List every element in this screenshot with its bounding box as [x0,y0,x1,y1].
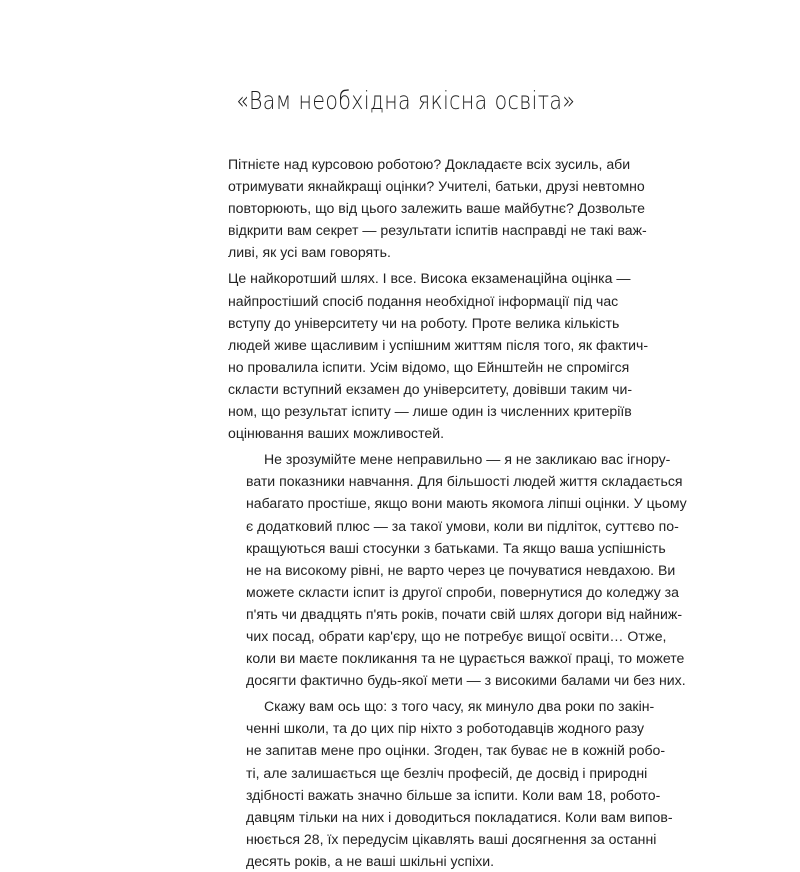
text-line: п'ять чи двадцять п'ять років, почати свій шлях догори від найниж- [246,605,683,622]
text-line: ті, але залишається ще безліч професій, де досвід і природні [246,764,648,781]
text-line: Це найкоротший шлях. І все. Висока екзаменаційна оцінка — [228,270,631,287]
text-line: нюється 28, їх передусім цікавлять ваші досягнення за останні [246,830,657,847]
text-line: не на високому рівні, не варто через це почуватися невдахою. Ви [246,561,676,578]
text-line: давцям тільки на них і доводиться покладатися. Коли вам випов- [246,808,673,825]
text-line: скласти вступний екзамен до університету, довівши таким чи- [228,380,633,397]
paragraph [228,448,687,691]
text-line: но провалила іспити. Усім відомо, що Ейнштейн не спромігся [228,358,630,375]
text-line: десять років, а не ваші шкільні успіхи. [246,852,495,869]
text-line: кращуються ваші стосунки з батьками. Та якщо ваша успішність [246,539,666,556]
text-line: досягти фактично будь-якої мети — з високими балами чи без них. [246,672,686,689]
paragraph [228,153,647,263]
text-line: оцінювання ваших можливостей. [228,425,445,442]
text-line: чих посад, обрати кар'єру, що не потребує вищої освіти… Отже, [246,627,667,644]
text-line: найпростіший спосіб подання необхідної інформації під час [228,292,619,309]
text-line: ном, що результат іспиту — лише один із численних критеріїв [228,403,632,420]
text-line: Пітнієте над курсовою роботою? Докладаєте всіх зусиль, аби [228,156,631,172]
text-line: здібності важать значно більше за іспити. Коли вам 18, робото- [246,786,661,803]
text-line: вати показники навчання. Для більшості людей життя складається [246,473,683,490]
text-line: набагато простіше, якщо вони мають якомога ліпші оцінки. У цьому [246,495,687,512]
text-line: ченні школи, та до цих пір ніхто з роботодавців жодного разу [246,720,645,737]
text-line: вступу до університету чи на роботу. Проте велика кількість [228,314,620,331]
text-line: коли ви маєте покликання та не цурається важкої праці, то можете [246,650,685,667]
text-line: відкрити вам секрет — результати іспитів насправді не такі важ- [228,222,647,239]
text-line: ливі, як усі вам говорять. [228,244,391,261]
text-line: людей живе щасливим і успішним життям після того, як фактич- [228,336,649,353]
body-text [228,153,687,872]
paragraph [228,267,649,444]
text-line: не запитав мене про оцінки. Згоден, так буває не в кожній робо- [246,742,666,759]
text-line: Не зрозумійте мене неправильно — я не закликаю вас ігнору- [264,451,671,468]
text-line: Скажу вам ось що: з того часу, як минуло два роки по закін- [264,698,655,715]
text-line: є додатковий плюс — за такої умови, коли ви підліток, суттєво по- [246,517,679,534]
text-line: отримувати якнайкращі оцінки? Учителі, батьки, друзі невтомно [228,178,645,195]
text-line: повторюють, що від цього залежить ваше майбутнє? Дозвольте [228,200,646,217]
paragraph [228,695,673,872]
text-line: можете скласти іспит із другої спроби, повернутися до коледжу за [246,583,679,600]
chapter-title: «Вам необхідна якісна освіта» [236,86,576,115]
